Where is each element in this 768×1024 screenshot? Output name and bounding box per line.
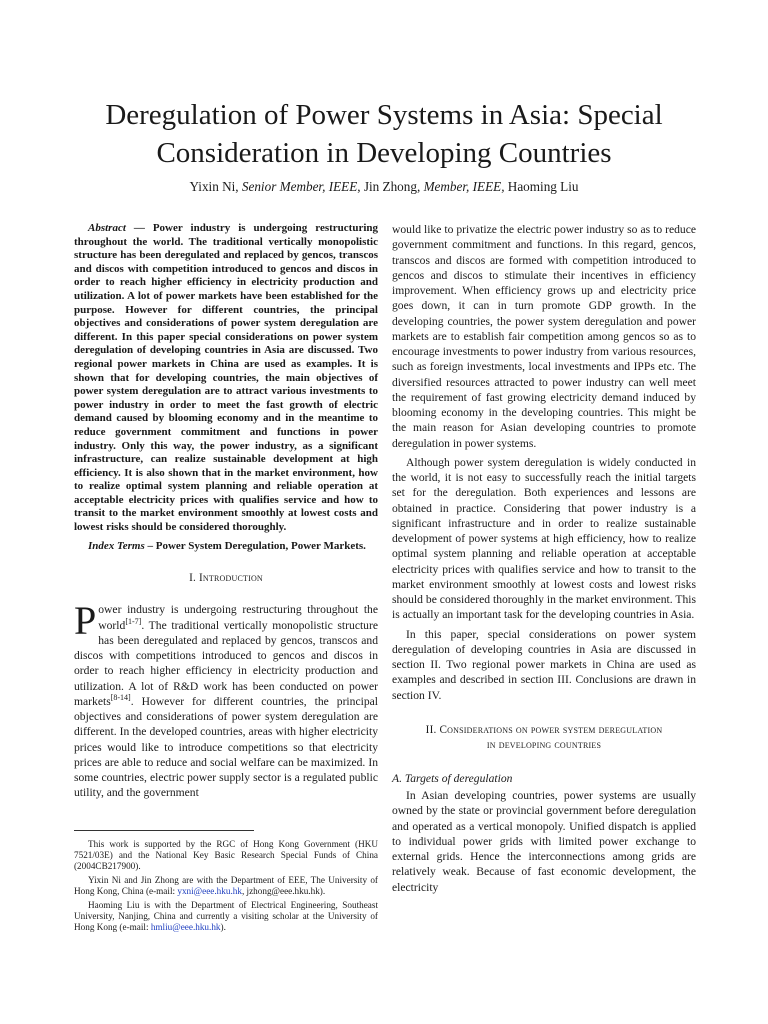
citation: [1-7] <box>125 616 142 626</box>
body-paragraph: would like to privatize the electric power industry so as to reduce government commitment and functions. In this regard, gencos, transcos and discos are formed with competition introduced to gencos and discos to stimulate their incentives in efficiency improvement. When efficiency grows up and electricity price goes down, it can in turn promote GDP growth. In the developing countries, the power system deregulation and power markets are to establish fair competition among gencos so as to encourage investments to power industry from various resources, such as foreign investments, local investments and IPPs etc. The diversified resources attracted to power industry can well meet the requirement of fast growing electricity demand induced by blooming economy in the developing countries. This might be the main reason for Asian developing countries to promote deregulation in power systems. <box>392 223 696 450</box>
footnote-affiliation-1 <box>74 875 378 898</box>
index-terms-text: – Power System Deregulation, Power Markets. <box>144 539 366 552</box>
section-1-heading: I. Introduction <box>189 572 263 585</box>
author-2-name: , Jin Zhong, <box>357 179 421 194</box>
footnote-divider <box>74 830 254 831</box>
citation: [8-14] <box>110 692 131 702</box>
footnote-text: , jzhong@eee.hku.hk). <box>241 886 326 897</box>
author-1-name: Yixin Ni, <box>189 179 239 194</box>
section-2-heading-line-2: in developing countries <box>486 738 602 751</box>
intro-text-c: . However for different countries, the principal objectives and considerations of power system deregulation are different. In the developed countries, areas with higher electricity prices would like to introduce competitions so that electricity prices are able to reduce and social welfare can be maximized. In some countries, electric power supply sector is a regulated public utility, and the government <box>74 694 378 800</box>
footnote-text: Haoming Liu is with the Department of Electrical Engineering, Southeast University, Nanjing, China and currently a visiting scholar at the University of Hong Kong (e-mail: <box>74 899 378 933</box>
author-line <box>60 178 708 196</box>
title-line-1: Deregulation of Power Systems in Asia: Special <box>105 99 663 131</box>
body-paragraph: Although power system deregulation is widely conducted in the world, it is not easy to successfully reach the initial targets set for the deregulation. Both experiences and lessons are obtained in practice. Considering that power industry is a significant infrastructure and in order to realize sustainable development of power systems at high efficiency, how to realize optimal system planning and reliable operation at acceptable electricity prices with qualifies service and how to transit to the market environment smoothly at lowest costs and lowest risks should be considered thoroughly in the market environment. This is actually an important task for the developing countries in Asia. <box>392 455 696 622</box>
email-link[interactable]: hmliu@eee.hku.hk <box>150 922 221 933</box>
intro-paragraph <box>74 598 378 800</box>
abstract-text: — Power industry is undergoing restructuring throughout the world. The traditional vertically monopolistic structure has been deregulated and replaced by gencos, transcos and discos with competition introduced to gencos and discos in order to reach higher efficiency in electricity production and utilization. A lot of power markets have been established for the purpose. However for different countries, the principal objectives and considerations of power system deregulation are different. In this paper special considerations on power system deregulation of developing countries in Asia are discussed. Two regional power markets in China are used as examples. It is shown that for developing countries, the main objectives of power system deregulation are to attract various investments to power industry in order to meet the fast growth of electric demand caused by blooming economy and in the meantime to reduce government commitment and functions in power industry. Only this way, the power industry, as a significant infrastructure, can realize sustainable development at high efficiency. It is also shown that in the market environment, how to realize optimal system planning and reliable operation at acceptable electricity prices with qualifies service and how to transit to the market environment smoothly at lowest costs and lowest risks should be considered thoroughly. <box>74 222 378 534</box>
footnote-text: Yixin Ni and Jin Zhong are with the Department of EEE, The University of Hong Kong, China (e-mail: <box>74 874 378 897</box>
right-column <box>392 222 696 895</box>
author-3-name: Haoming Liu <box>504 179 579 194</box>
footnote-text: ). <box>220 922 226 933</box>
author-1-role: Senior Member, IEEE <box>241 179 358 194</box>
subsection-heading: A. Targets of deregulation <box>392 771 513 785</box>
paper-title <box>60 96 708 172</box>
email-link[interactable]: yxni@eee.hku.hk <box>177 886 242 897</box>
index-terms <box>74 540 378 554</box>
left-column <box>74 222 378 934</box>
section-2-heading <box>392 723 696 753</box>
author-2-role: Member, IEEE, <box>423 179 505 194</box>
abstract-label: Abstract <box>88 222 126 234</box>
abstract <box>74 222 378 535</box>
intro-text-a: ower industry is undergoing restructuring throughout the world <box>98 603 378 632</box>
drop-cap: P <box>74 598 97 644</box>
section-2-heading-line-1: II. Considerations on power system deregulation <box>425 723 663 736</box>
footnote-funding: This work is supported by the RGC of Hong Kong Government (HKU 7521/03E) and the National Key Basic Research Special Funds of China (2004CB217900). <box>74 838 378 872</box>
footnote-affiliation-2 <box>74 900 378 934</box>
index-terms-label: Index Terms <box>88 539 145 552</box>
title-line-2: Consideration in Developing Countries <box>156 137 612 169</box>
body-paragraph: In this paper, special considerations on power system deregulation of developing countries in Asia are discussed in section II. Two regional power markets in China are used as examples and described in section III. Conclusions are drawn in section IV. <box>392 627 696 702</box>
body-paragraph: In Asian developing countries, power systems are usually owned by the state or provincial government before deregulation and operated as a vertical monopoly. Unified dispatch is applied to individual power grids with limited power exchange to external grids. Hence the interconnections among grids are relatively weak. Because of fast economic development, the electricity <box>392 789 696 894</box>
intro-text-b: . The traditional vertically monopolistic structure has been deregulated and replaced by gencos, transcos and discos with competitions introduced to gencos and discos in order to reach higher efficiency in electricity production and utilization. A lot of R&D work has been conducted on power markets <box>74 618 378 708</box>
